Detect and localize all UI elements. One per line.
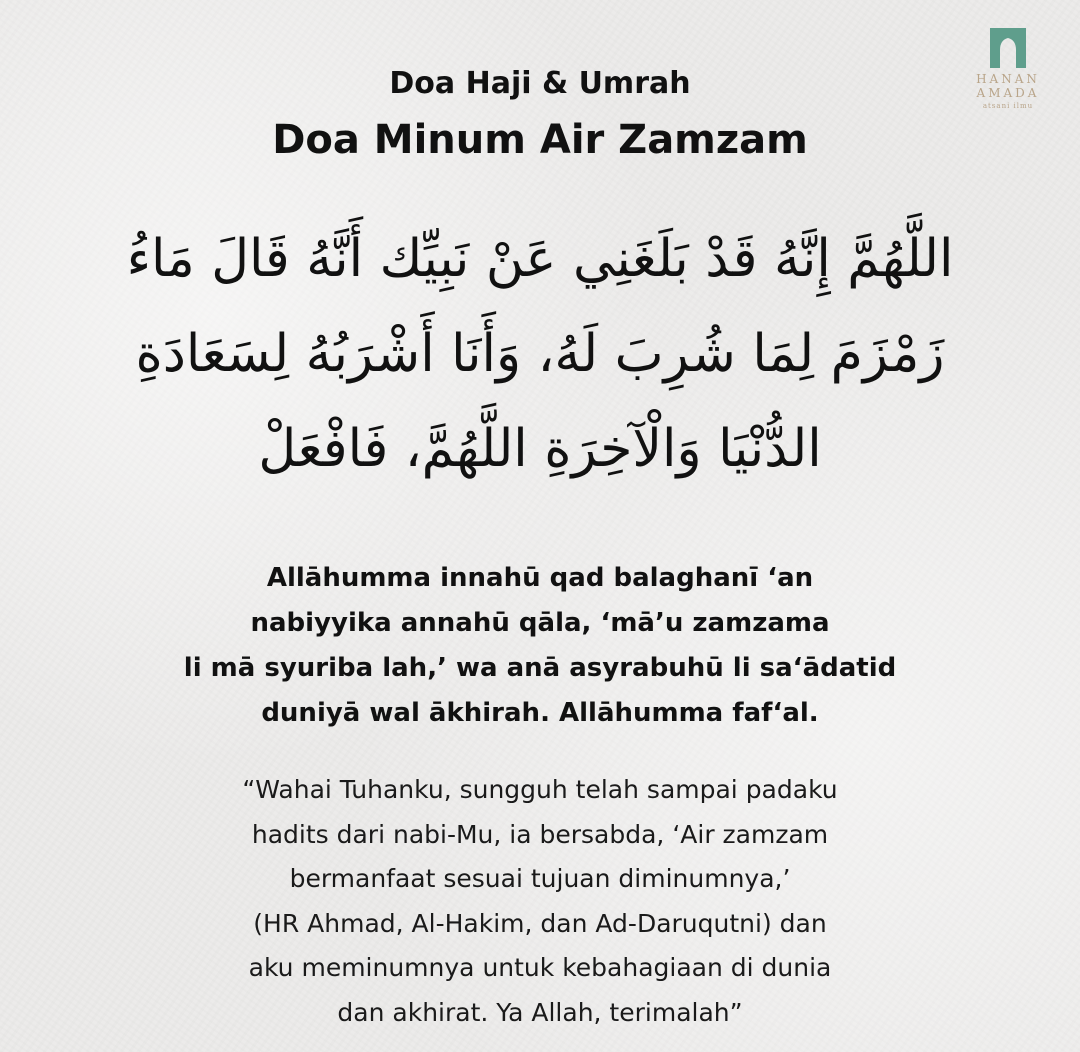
brand-name-line1: HANAN xyxy=(976,72,1040,86)
translation-line: (HR Ahmad, Al-Hakim, dan Ad-Daruqutni) dan xyxy=(253,908,827,938)
page-subtitle: Doa Haji & Umrah xyxy=(389,66,691,101)
transliteration-line: duniyā wal ākhirah. Allāhumma faf‘al. xyxy=(261,698,819,728)
transliteration xyxy=(100,556,980,736)
translation-line: “Wahai Tuhanku, sungguh telah sampai padaku xyxy=(242,775,838,804)
transliteration-line: li mā syuriba lah,’ wa anā asyrabuhū li sa‘ādatid xyxy=(183,653,897,683)
translation xyxy=(90,768,990,1035)
brand-name-line2: AMADA xyxy=(976,86,1040,100)
header xyxy=(0,62,1080,170)
arabic-prayer xyxy=(110,212,970,497)
page-title: Doa Minum Air Zamzam xyxy=(272,117,808,163)
translation-line: aku meminumnya untuk kebahagiaan di dunia xyxy=(248,953,832,982)
arabic-line: اللَّهُمَّ إِنَّهُ قَدْ بَلَغَنِي عَنْ نَبِيِّك أَنَّهُ قَالَ مَاءُ xyxy=(126,229,954,289)
brand-tagline: atsani ilmu xyxy=(982,102,1034,110)
transliteration-line: nabiyyika annahū qāla, ‘mā’u zamzama xyxy=(250,608,830,638)
arabic-line: زَمْزَمَ لِمَا شُرِبَ لَهُ، وَأَنَا أَشْرَبُهُ لِسَعَادَةِ xyxy=(135,324,945,384)
translation-line: bermanfaat sesuai tujuan diminumnya,’ xyxy=(289,864,791,893)
translation-line: dan akhirat. Ya Allah, terimalah” xyxy=(337,997,743,1027)
translation-line: hadits dari nabi-Mu, ia bersabda, ‘Air zamzam xyxy=(251,819,829,849)
arabic-line: الدُّنْيَا وَالْآخِرَةِ اللَّهُمَّ، فَافْعَلْ xyxy=(258,419,822,479)
transliteration-line: Allāhumma innahū qad balaghanī ‘an xyxy=(266,563,814,593)
